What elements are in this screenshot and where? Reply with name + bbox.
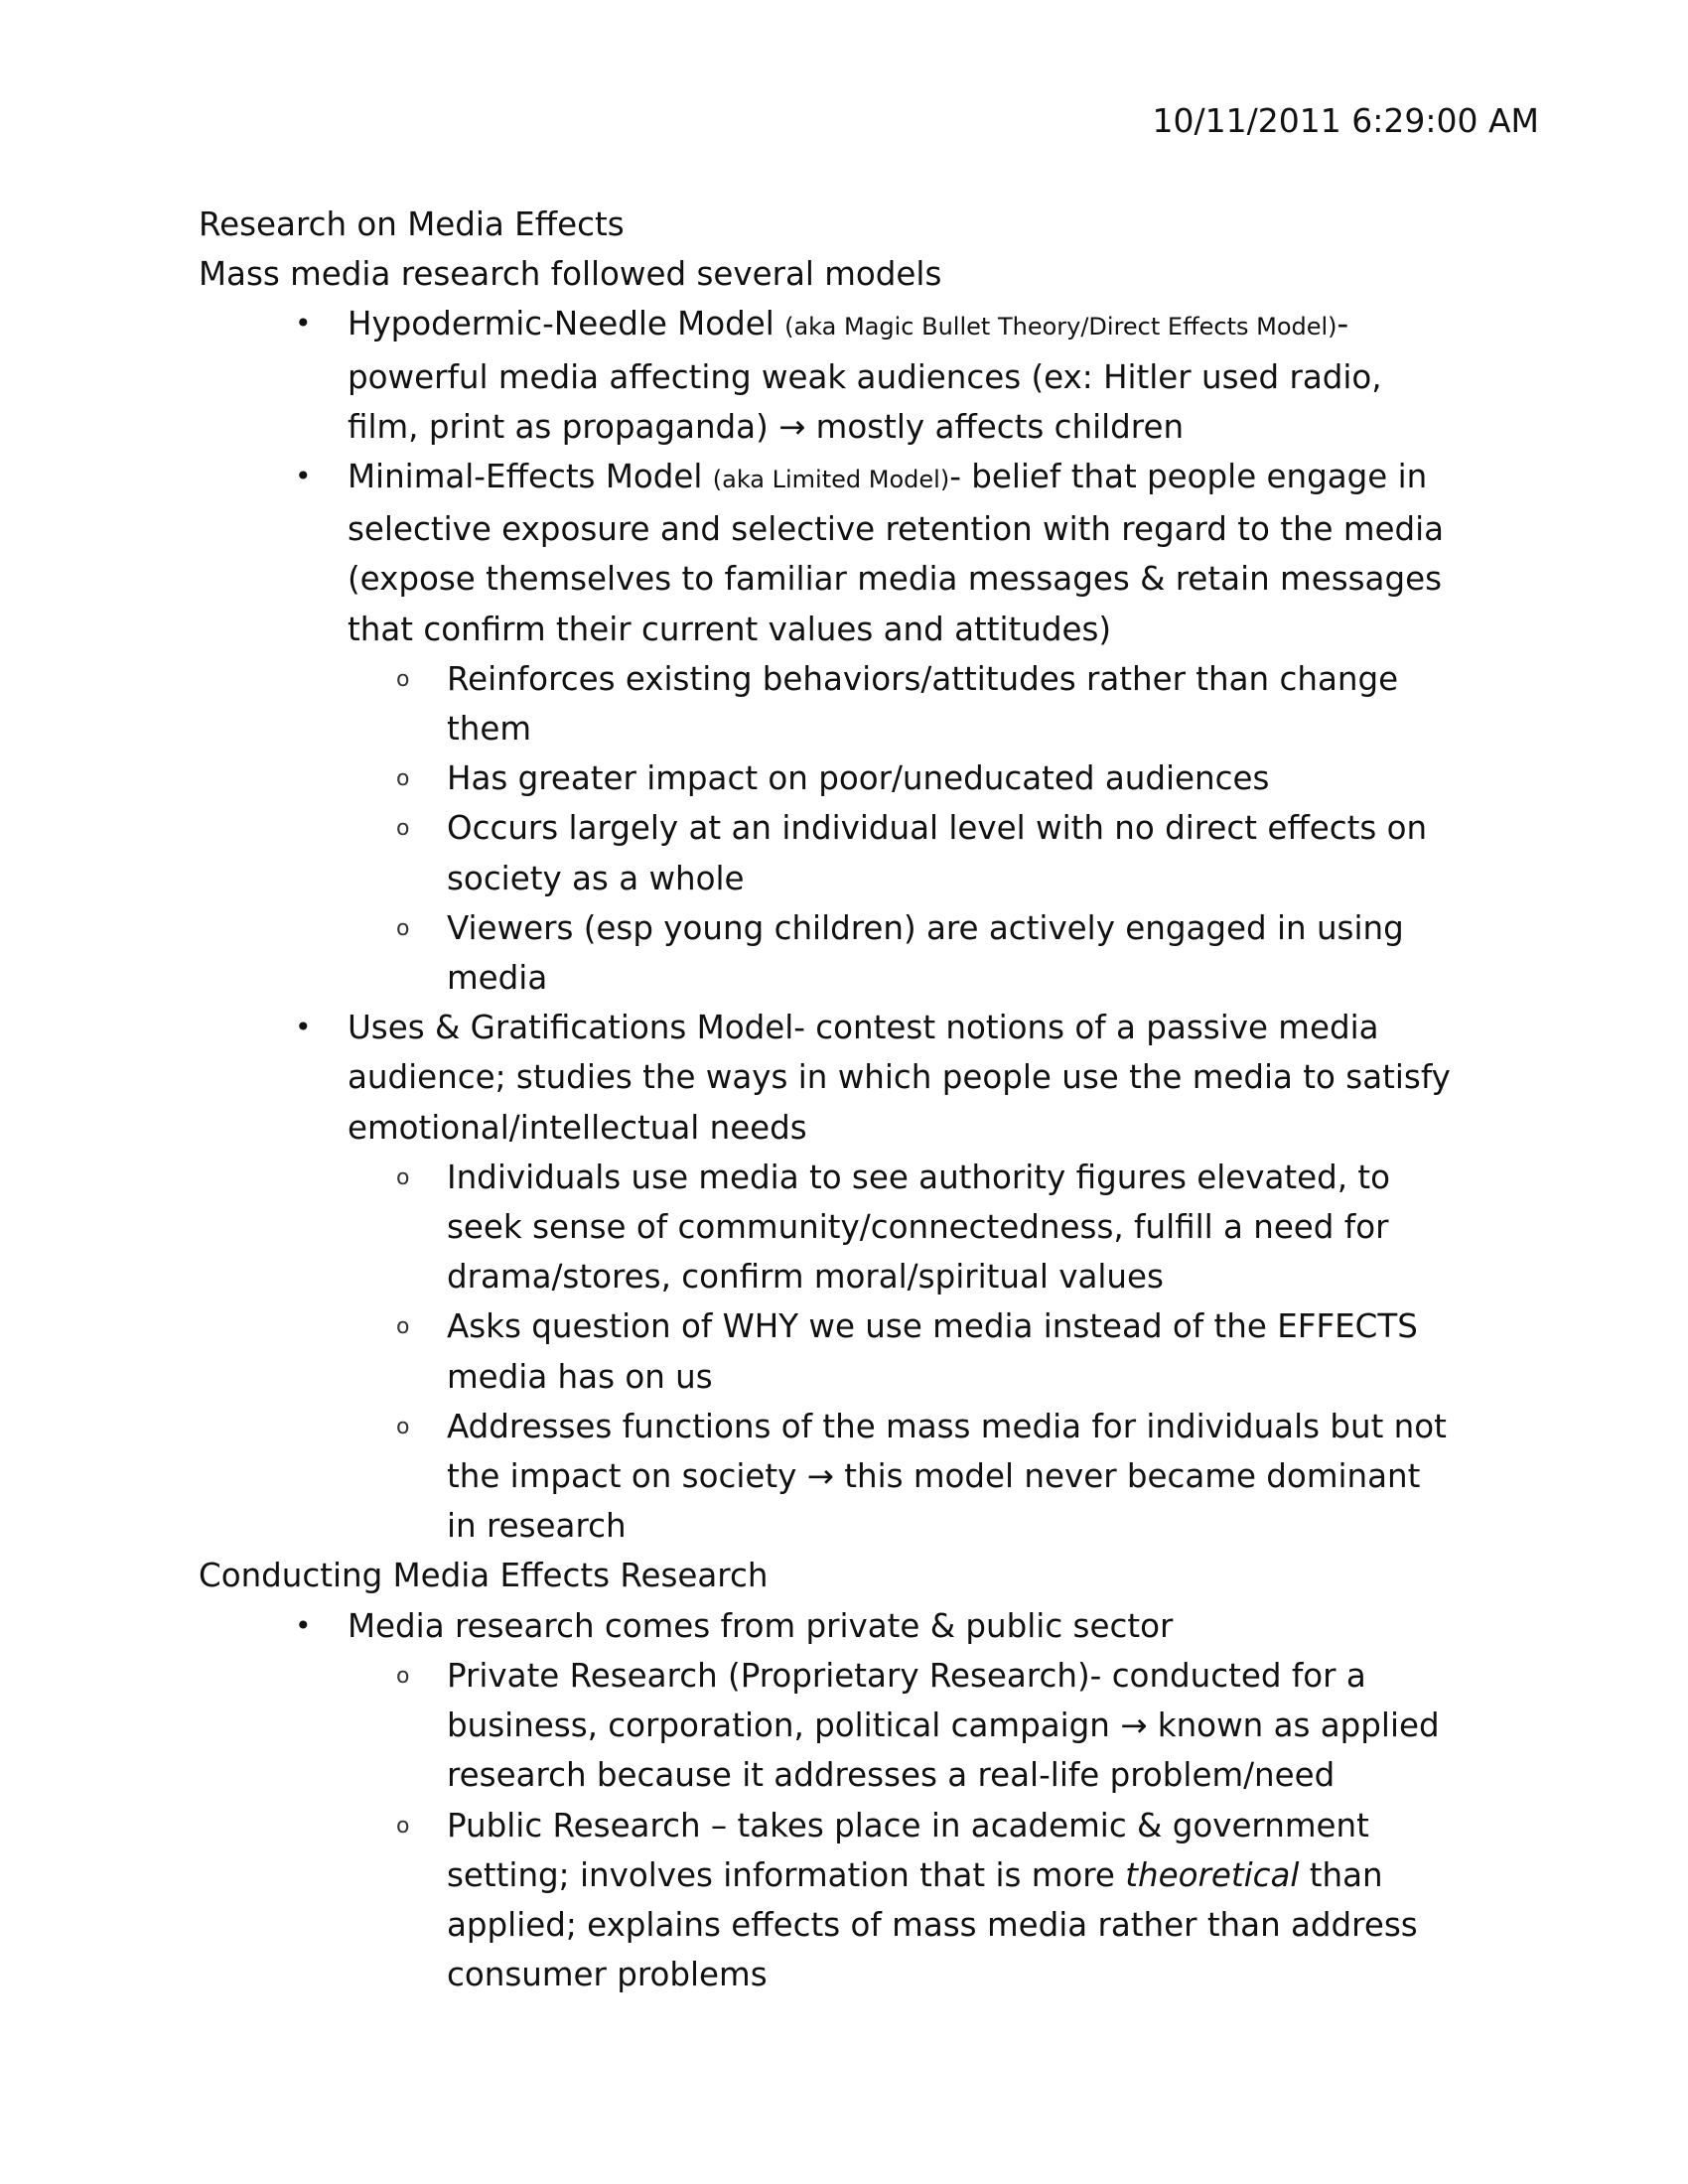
circle-bullet-icon: o [396,816,410,842]
model-name: Uses & Gratifications Model- contest notions of a passive media [348,1009,1379,1047]
bullet-icon: • [295,307,312,341]
sub-item [199,654,1499,753]
text-line: them [447,710,531,749]
text-fragment: than [1299,1855,1383,1894]
text-line: Private Research (Proprietary Research)- conducted for a [447,1656,1366,1695]
text-line: Individuals use media to see authority figures elevated, to [447,1158,1391,1196]
model-dash: - [1336,305,1349,343]
text-line: business, corporation, political campaign → known as applied [447,1706,1440,1745]
text-line: that confirm their current values and attitudes) [348,610,1112,648]
circle-bullet-icon: o [396,915,410,941]
circle-bullet-icon: o [396,1414,410,1439]
text-line: drama/stores, confirm moral/spiritual values [447,1258,1164,1297]
text-line: society as a whole [447,859,745,897]
text-line: applied; explains effects of mass media rather than address [447,1905,1418,1944]
text-line: Has greater impact on poor/uneducated audiences [447,759,1270,798]
heading-conducting-research: Conducting Media Effects Research [199,1557,769,1595]
model-description [348,352,1499,452]
circle-bullet-icon: o [396,666,410,692]
sub-item-private-research [199,1651,1499,1801]
sub-list [348,1153,1499,1552]
sub-item [199,803,1499,902]
sub-item [199,753,1499,803]
model-aka: (aka Magic Bullet Theory/Direct Effects Model) [784,313,1337,341]
model-description [348,1052,1499,1152]
list-item-media-research [199,1601,1499,2000]
circle-bullet-icon: o [396,766,410,792]
sub-item [199,903,1499,1003]
list-item-hypodermic-needle [199,299,1499,452]
text-line: Asks question of WHY we use media instead of the EFFECTS [447,1307,1418,1346]
research-list [199,1601,1499,2000]
text-line: research because it addresses a real-life problem/need [447,1756,1336,1795]
text-line: audience; studies the ways in which people use the media to satisfy [348,1058,1451,1097]
bullet-icon: • [295,1011,312,1044]
timestamp: 10/11/2011 6:29:00 AM [1152,101,1539,140]
text-line: seek sense of community/connectedness, fulfill a need for [447,1208,1389,1247]
text-line: in research [447,1507,627,1546]
text-line: (expose themselves to familiar media messages & retain messages [348,560,1443,599]
text-line: Viewers (esp young children) are actively engaged in using [447,908,1404,947]
heading-research-media-effects: Research on Media Effects [199,205,625,243]
text-line: media has on us [447,1357,713,1396]
text-line: film, print as propaganda) → mostly affects children [348,407,1185,446]
model-dash: - belief that people engage in [949,458,1428,496]
circle-bullet-icon: o [396,1813,410,1839]
text-line: Reinforces existing behaviors/attitudes rather than change [447,659,1399,698]
sub-list [348,1651,1499,1999]
bullet-icon: • [295,460,312,493]
sub-item-public-research [199,1801,1499,2000]
sub-item [199,1301,1499,1401]
text-line [447,1850,1499,1900]
text-fragment: setting; involves information that is more [447,1855,1126,1894]
sub-list [348,654,1499,1003]
model-aka: (aka Limited Model) [712,466,950,494]
bullet-icon: • [295,1608,312,1642]
heading-mass-media-models: Mass media research followed several models [199,255,942,294]
circle-bullet-icon: o [396,1663,410,1689]
text-line: media [447,959,548,998]
notes-body [199,200,1499,1999]
model-name: Hypodermic-Needle Model [348,305,774,343]
text-line: powerful media affecting weak audiences (ex: Hitler used radio, [348,357,1382,396]
text-line: the impact on society → this model never became dominant [447,1457,1421,1496]
text-line: emotional/intellectual needs [348,1108,807,1147]
model-description [348,504,1499,654]
circle-bullet-icon: o [396,1314,410,1340]
text-line: consumer problems [447,1956,768,1994]
research-item: Media research comes from private & public sector [348,1606,1174,1645]
text-line: Addresses functions of the mass media for individuals but not [447,1407,1447,1445]
sub-item [199,1402,1499,1552]
text-line: Public Research – takes place in academic & government [447,1806,1369,1844]
models-list [199,299,1499,1551]
text-line: Occurs largely at an individual level with no direct effects on [447,809,1428,848]
list-item-minimal-effects [199,452,1499,1003]
text-line: selective exposure and selective retention with regard to the media [348,510,1445,549]
list-item-uses-gratifications [199,1003,1499,1551]
model-name: Minimal-Effects Model [348,458,703,496]
sub-item [199,1153,1499,1302]
circle-bullet-icon: o [396,1164,410,1190]
emphasis-theoretical: theoretical [1125,1855,1300,1894]
